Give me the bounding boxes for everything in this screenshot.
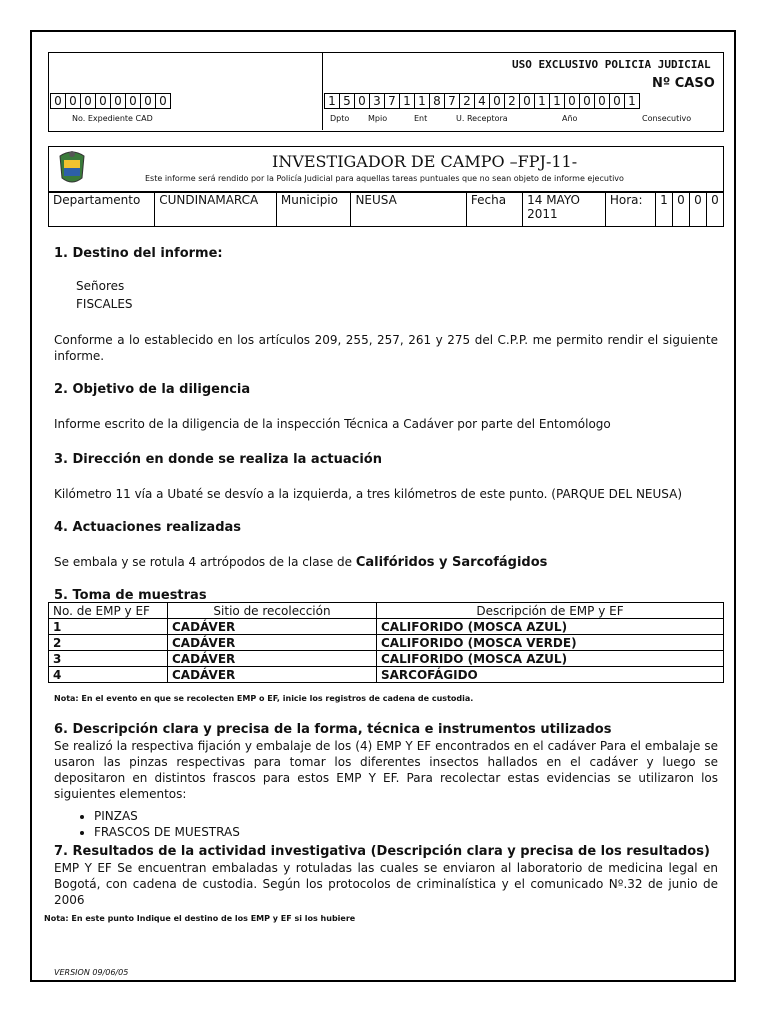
mun-label: Municipio [276, 193, 351, 227]
section-5-note: Nota: En el evento en que se recolecten EMP o EF, inicie los registros de cadena de custodia. [54, 694, 474, 703]
fecha-value: 14 MAYO 2011 [523, 193, 606, 227]
section-7-title: 7. Resultados de la actividad investigativa (Descripción clara y precisa de los resultados) [54, 844, 710, 859]
document-page [30, 30, 736, 982]
dpto-label: Dpto [330, 114, 350, 123]
intro-paragraph: Conforme a lo establecido en los artículos 209, 255, 257, 261 y 275 del C.P.P. me permito rendir el siguiente informe. [54, 333, 718, 363]
case-digits: 1 5 0 3 7 1 1 8 7 2 4 0 2 0 1 1 0 0 0 0 1 [324, 93, 640, 109]
instruments-list [54, 808, 240, 840]
hora-label: Hora: [605, 193, 655, 227]
table-row: 2 CADÁVER CALIFORIDO (MOSCA VERDE) [49, 635, 724, 651]
samples-table [48, 602, 724, 683]
section-1-title: 1. Destino del informe: [54, 246, 223, 261]
fecha-label: Fecha [466, 193, 522, 227]
version-label: VERSION 09/06/05 [54, 968, 129, 977]
section-6-text: Se realizó la respectiva fijación y embalaje de los (4) EMP Y EF encontrados en el cadáver Para el embalaje se usaron las pinzas respectivas para tomar los diferentes insectos hallados en el cadáver y luego se depositaron en distintos frascos para estos EMP Y EF. Para recolectar estas evidencias se utilizaron los siguientes elementos: [54, 739, 718, 801]
form-subtitle: Este informe será rendido por la Policía Judicial para aquellas tareas puntuales que no sean objeto de informe ejecutivo [145, 174, 624, 183]
section-6-title: 6. Descripción clara y precisa de la forma, técnica e instrumentos utilizados [54, 722, 612, 737]
section-4-text: Se embala y se rotula 4 artrópodos de la clase de Califóridos y Sarcofágidos [54, 555, 548, 570]
expediente-digits: 0 0 0 0 0 0 0 0 [50, 93, 171, 109]
section-3-text: Kilómetro 11 vía a Ubaté se desvío a la izquierda, a tres kilómetros de este punto. (PARQUE DEL NEUSA) [54, 487, 683, 501]
anio-label: Año [562, 114, 578, 123]
section-7-note: Nota: En este punto Indique el destino de los EMP y EF si los hubiere [44, 914, 356, 923]
table-row: 4 CADÁVER SARCOFÁGIDO [49, 667, 724, 683]
section-2-text: Informe escrito de la diligencia de la inspección Técnica a Cadáver por parte del Entomólogo [54, 417, 611, 431]
recipient: FISCALES [76, 297, 133, 311]
mun-value: NEUSA [351, 193, 466, 227]
list-item: • FRASCOS DE MUESTRAS [94, 824, 240, 840]
info-row: Departamento CUNDINAMARCA Municipio NEUSA Fecha 14 MAYO 2011 Hora: 1 0 0 0 [48, 192, 724, 227]
form-title: INVESTIGADOR DE CAMPO –FPJ-11- [272, 152, 578, 171]
case-label: Nº CASO [652, 76, 715, 91]
section-4-title: 4. Actuaciones realizadas [54, 520, 242, 535]
salutation: Señores [76, 279, 125, 293]
table-header: No. de EMP y EF Sitio de recolección Descripción de EMP y EF [49, 603, 724, 619]
receptora-label: U. Receptora [456, 114, 508, 123]
ent-label: Ent [414, 114, 428, 123]
dep-value: CUNDINAMARCA [155, 193, 277, 227]
table-row: 3 CADÁVER CALIFORIDO (MOSCA AZUL) [49, 651, 724, 667]
coat-of-arms-icon [54, 148, 90, 188]
section-7-text: EMP Y EF Se encuentran embaladas y rotuladas las cuales se enviaron al laboratorio de medicina legal en Bogotá, con cadena de custodia. Según los protocolos de criminalística y el comunicado Nº.32 de junio de 2006 [54, 861, 718, 907]
mpio-label: Mpio [368, 114, 388, 123]
expediente-label: No. Expediente CAD [72, 114, 153, 123]
exclusive-label: USO EXCLUSIVO POLICIA JUDICIAL [512, 58, 711, 71]
dep-label: Departamento [49, 193, 155, 227]
list-item: • PINZAS [94, 808, 240, 824]
section-2-title: 2. Objetivo de la diligencia [54, 382, 251, 397]
table-row: 1 CADÁVER CALIFORIDO (MOSCA AZUL) [49, 619, 724, 635]
section-5-title: 5. Toma de muestras [54, 588, 207, 603]
section-3-title: 3. Dirección en donde se realiza la actuación [54, 452, 382, 467]
consecutivo-label: Consecutivo [642, 114, 692, 123]
